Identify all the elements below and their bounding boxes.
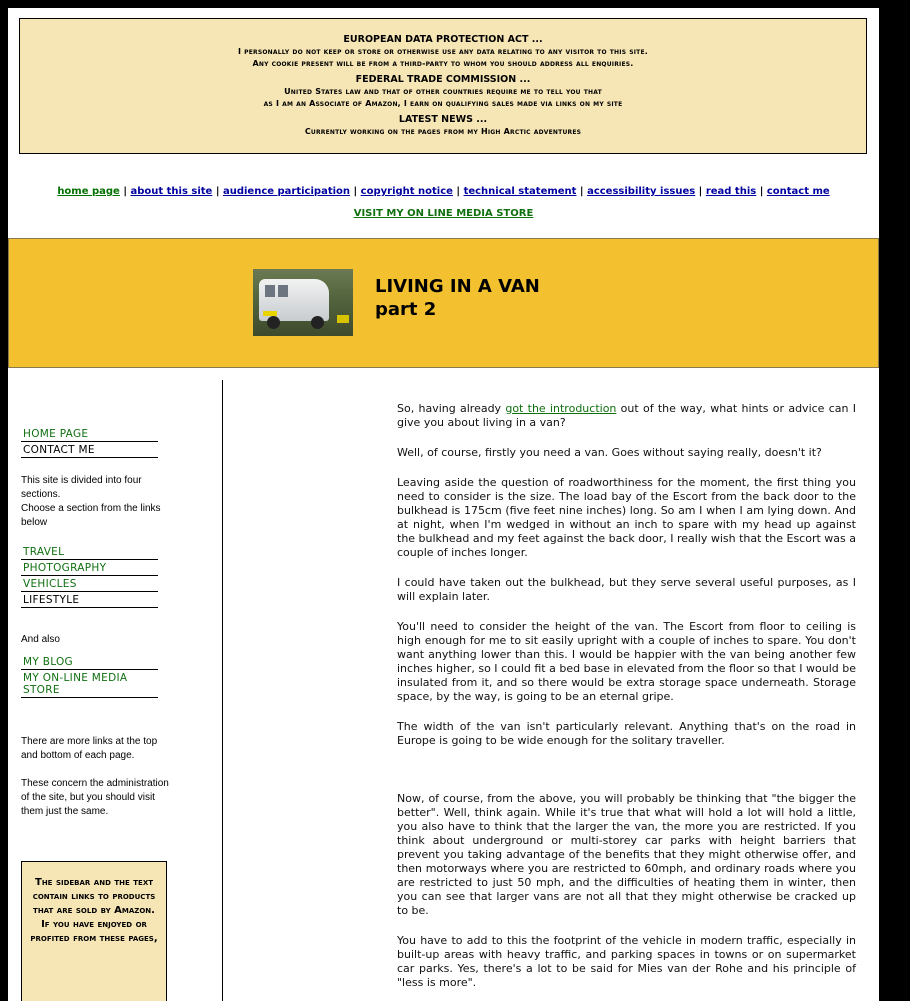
sidebar-admin-note: These concern the administration of the site, but you should visit them just the same. xyxy=(21,778,169,817)
sidebar-intro-text2: Choose a section from the links below xyxy=(21,503,161,528)
notice-box xyxy=(19,18,867,154)
introduction-link[interactable]: got the introduction xyxy=(505,402,617,415)
top-nav xyxy=(8,186,879,197)
nav-read-this-link[interactable]: read this xyxy=(705,186,757,197)
sidebar-intro-text: This site is divided into four sections. xyxy=(21,475,142,500)
paragraph-5: You'll need to consider the height of the van. The Escort from floor to ceiling is high enough for me to sit easily upright with a couple of inches to spare. You don't want anything lower than this. I would be happier with the van being another few inches higher, so I could fit a bed base in elevated from the floor so that I would be insulated from it, and so there would be extra storage space underneath. Storage space, by the way, is going to be an eternal gripe. xyxy=(397,620,856,703)
nav-technical-link[interactable]: technical statement xyxy=(463,186,577,197)
nav-separator: | xyxy=(695,186,706,197)
store-link-row xyxy=(8,208,879,219)
nav-contact-link[interactable]: contact me xyxy=(766,186,830,197)
sidebar-intro xyxy=(21,474,171,530)
notice-line: I personally do not keep or store or otherwise use any data relating to any visitor to this site. xyxy=(237,47,648,56)
nav-copyright-link[interactable]: copyright notice xyxy=(360,186,453,197)
p1-text: So, having already xyxy=(397,402,506,415)
nav-home-link[interactable]: home page xyxy=(57,186,120,197)
page-title xyxy=(375,275,540,321)
nav-separator: | xyxy=(212,186,223,197)
media-store-link[interactable]: VISIT MY ON LINE MEDIA STORE xyxy=(353,208,534,219)
page-title-line1: LIVING IN A VAN xyxy=(375,276,540,297)
nav-separator: | xyxy=(119,186,131,197)
paragraph-2: Well, of course, firstly you need a van. Goes without saying really, doesn't it? xyxy=(397,446,822,459)
paragraph-4: I could have taken out the bulkhead, but they serve several useful purposes, as I will explain later. xyxy=(397,576,856,603)
paragraph-3: Leaving aside the question of roadworthiness for the moment, the first thing you need to consider is the size. The load bay of the Escort from the back door to the bulkhead is 175cm (five feet nine inches) long. So am I when I am lying down. And at night, when I'm wedged in without an inch to spare with my head up against the bulkhead and my feet against the back door, I really wish that the Escort was a couple of inches longer. xyxy=(397,476,856,559)
sidebar-item-home[interactable]: HOME PAGE xyxy=(21,426,158,442)
nav-audience-link[interactable]: audience participation xyxy=(222,186,351,197)
sidebar-item-travel[interactable]: TRAVEL xyxy=(21,544,158,560)
notice-line: Currently working on the pages from my High Arctic adventures xyxy=(304,127,582,136)
sidebar-sections-menu xyxy=(21,544,158,608)
paragraph-1 xyxy=(397,402,856,430)
notice-line: as I am an Associate of Amazon, I earn on qualifying sales made via links on my site xyxy=(263,98,623,108)
p1-text2: out of the way, what hints or advice can I give you about living in a van? xyxy=(397,402,856,429)
van-photo xyxy=(253,269,353,336)
notice-heading-news: LATEST NEWS ... xyxy=(398,114,488,125)
sidebar-and-also: And also xyxy=(21,634,60,645)
nav-accessibility-link[interactable]: accessibility issues xyxy=(587,186,696,197)
page-banner xyxy=(8,238,879,368)
paragraph-7: Now, of course, from the above, you will probably be thinking that "the bigger the better". Well, think again. While it's true that what will hold a lot will hold a little, you also have to think that the larger the van, the more you are restricted. If you think about underground or multi-storey car parks with height barriers that prevent you taking advantage of the benefits that they might otherwise offer, and then motorways where you are restricted to 60mph, and ordinary roads where you are restricted to just 50 mph, and the difficulties of heating them in winter, then you can see that larger vans are not all that they might otherwise be cracked up to be. xyxy=(397,792,856,917)
amazon-notice-text: The sidebar and the text contain links to products that are sold by Amazon. xyxy=(32,877,156,916)
nav-separator: | xyxy=(452,186,464,197)
sidebar xyxy=(8,380,223,1001)
paragraph-6: The width of the van isn't particularly relevant. Anything that's on the road in Europe is going to be wide enough for the solitary traveller. xyxy=(397,720,856,747)
notice-heading-data-protection: EUROPEAN DATA PROTECTION ACT ... xyxy=(343,34,543,45)
paragraph-8: You have to add to this the footprint of the vehicle in modern traffic, especially in built-up areas with heavy traffic, and parking spaces in towns or on supermarket car parks. Yes, there's a lot to be said for Mies van der Rohe and his principle of "less is more". xyxy=(397,934,856,989)
sidebar-item-photography[interactable]: PHOTOGRAPHY xyxy=(21,560,158,576)
sidebar-item-media-store[interactable]: MY ON-LINE MEDIA STORE xyxy=(21,670,158,698)
sidebar-more-links-note: There are more links at the top and bottom of each page. xyxy=(21,736,158,761)
notice-heading-ftc: FEDERAL TRADE COMMISSION ... xyxy=(355,74,531,85)
sidebar-item-vehicles[interactable]: VEHICLES xyxy=(21,576,158,592)
page xyxy=(8,8,879,1001)
nav-separator: | xyxy=(350,186,361,197)
nav-separator: | xyxy=(756,186,767,197)
nav-separator: | xyxy=(576,186,588,197)
amazon-notice-box xyxy=(21,861,167,1001)
sidebar-top-menu xyxy=(21,426,158,458)
sidebar-item-lifestyle[interactable]: LIFESTYLE xyxy=(21,592,158,608)
sidebar-item-contact[interactable]: CONTACT ME xyxy=(21,442,158,458)
sidebar-item-blog[interactable]: MY BLOG xyxy=(21,654,158,670)
notice-line: United States law and that of other countries require me to tell you that xyxy=(284,87,602,96)
main-content xyxy=(397,402,856,1001)
nav-about-link[interactable]: about this site xyxy=(130,186,213,197)
amazon-notice-text2: If you have enjoyed or profited from these pages, xyxy=(30,919,158,944)
notice-line: Any cookie present will be from a third-party to whom you should address all enquiries. xyxy=(252,58,634,68)
page-title-line2: part 2 xyxy=(375,299,437,320)
sidebar-extra-menu xyxy=(21,654,158,698)
